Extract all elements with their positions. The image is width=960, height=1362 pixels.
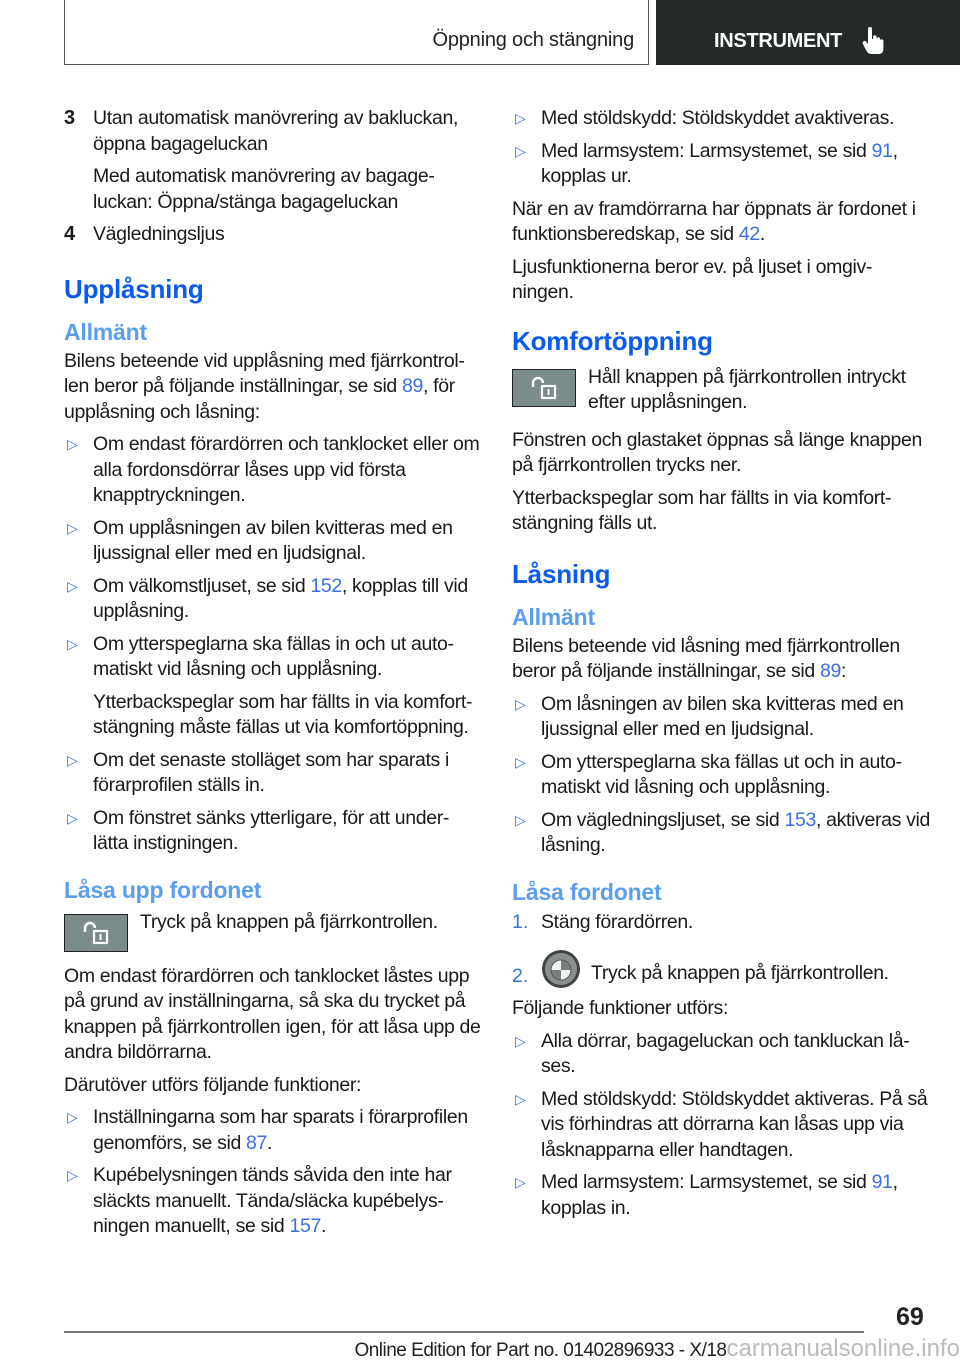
text: . [759, 223, 765, 245]
text: , aktiveras vid låsning. [541, 808, 930, 856]
bullet-text: Med stöldskydd: Stöldskyddet aktiveras. På så vis förhindras att dörrarna kan låsas upp via låsknapparna eller handtagen. [541, 1087, 928, 1161]
text: Bilens beteende vid upplåsning med fjärrkontrol-len beror på följande inställningar, se sid [64, 349, 465, 397]
legend-text: Utan automatisk manövrering av bakluckan, öppna bagageluckan [93, 107, 459, 155]
text: Tryck på knappen på fjärrkontrollen. [591, 962, 889, 984]
heading-lasa-upp-fordonet: Låsa upp fordonet [64, 876, 262, 903]
triangle-bullet-icon: ▷ [515, 753, 526, 770]
bullet-item [64, 516, 484, 567]
triangle-bullet-icon: ▷ [67, 1167, 78, 1183]
intro-paragraph [64, 349, 484, 426]
section-title: Öppning och stängning [432, 29, 634, 51]
step-2 [512, 949, 932, 989]
text: Bilens beteende vid låsning med fjärrkontrollen beror på följande inställningar, se sid [512, 634, 900, 682]
key-instruction [512, 365, 932, 416]
bmw-lock-button-icon [541, 949, 581, 989]
text: När en av framdörrarna har öppnats är fordonet i funktionsberedskap, se sid [512, 197, 916, 245]
triangle-bullet-icon: ▷ [67, 519, 78, 536]
text: Om välkomstljuset, se sid [93, 574, 311, 597]
bullet-item [64, 806, 484, 857]
bullet-text [93, 632, 484, 741]
bullet-item [512, 139, 932, 190]
paragraph: Följande funktioner utförs: [512, 997, 729, 1019]
text: : [840, 660, 847, 682]
bullet-text [541, 139, 932, 190]
step-number: 1. [512, 910, 529, 933]
unlock-key-button [512, 369, 576, 407]
triangle-bullet-icon: ▷ [515, 1032, 526, 1049]
text: , för upplåsning och låsning: [64, 375, 455, 423]
unlock-key-button [64, 914, 128, 952]
page-number: 69 [896, 1303, 924, 1331]
bullet-item [512, 692, 932, 743]
left-column [64, 106, 484, 1247]
text: , kopplas till vid upplåsning. [93, 574, 468, 622]
page-link-153[interactable]: 153 [784, 808, 816, 831]
bullet-subtext: Ytterbackspeglar som har fällts in via komfort-stängning måste fällas ut via komfortöppning. [93, 690, 473, 738]
bullet-text: Med stöldskydd: Stöldskyddet avaktiveras. [541, 107, 895, 129]
bullet-item [512, 1087, 932, 1164]
bullet-item [512, 808, 932, 859]
paragraph: Ljusfunktionerna beror ev. på ljuset i omgiv-ningen. [512, 255, 872, 303]
bullet-item [64, 432, 484, 509]
bullet-item [64, 574, 484, 625]
bullet-item [512, 750, 932, 801]
triangle-bullet-icon: ▷ [515, 811, 526, 828]
key-instruction [64, 910, 484, 952]
legend-item-4 [64, 222, 484, 248]
text: Kupébelysningen tänds såvida den inte har släckts manuellt. Tända/släcka kupébelys-ningen manuellt, se sid [93, 1164, 452, 1237]
heading-allmant: Allmänt [512, 603, 595, 630]
unlock-icon [81, 920, 111, 946]
page-link-91[interactable]: 91 [871, 1171, 893, 1193]
watermark: carmanualsonline.info [726, 1335, 960, 1362]
bullet-item [512, 106, 932, 132]
section-tab [64, 0, 649, 65]
bullet-text [93, 1105, 484, 1156]
triangle-bullet-icon: ▷ [67, 436, 78, 452]
triangle-bullet-icon: ▷ [515, 110, 526, 126]
bullet-text: Om det senaste stolläget som har sparats i förarprofilen ställs in. [93, 748, 449, 796]
step-number: 2. [512, 964, 529, 987]
triangle-bullet-icon: ▷ [67, 751, 78, 768]
text: . [267, 1131, 273, 1154]
bullet-text [541, 808, 932, 859]
paragraph: Ytterbackspeglar som har fällts in via komfort-stängning fälls ut. [512, 486, 892, 534]
hand-pointer-icon [862, 27, 884, 55]
bullet-item [64, 748, 484, 799]
bullet-item [64, 632, 484, 741]
edition-text: Online Edition for Part no. 01402896933 - X/18 [354, 1340, 727, 1361]
page-link-152[interactable]: 152 [310, 574, 342, 597]
footer [64, 1335, 960, 1362]
bullet-text: Om låsningen av bilen ska kvitteras med en ljussignal eller med en ljudsignal. [541, 692, 904, 740]
legend-number: 4 [64, 223, 75, 245]
bullet-text: Alla dörrar, bagageluckan och tankluckan lå-ses. [541, 1029, 910, 1077]
legend-item-3 [64, 106, 484, 215]
triangle-bullet-icon: ▷ [67, 577, 78, 594]
paragraph: Därutöver utförs följande funktioner: [64, 1073, 362, 1096]
heading-allmant: Allmänt [64, 318, 147, 345]
paragraph: Om endast förardörren och tanklocket låstes upp på grund av inställningarna, så ska du trycket på knappen på fjärrkontrollen igen, för att låsa upp de andra bildörrarna. [64, 964, 481, 1063]
legend-text: Vägledningsljus [93, 223, 225, 245]
bullet-item [512, 1029, 932, 1080]
triangle-bullet-icon: ▷ [67, 809, 78, 826]
text: Inställningarna som har sparats i förarprofilen genomförs, se sid [93, 1106, 468, 1154]
heading-komfortoppning: Komfortöppning [512, 325, 713, 356]
page-link-157[interactable]: 157 [289, 1215, 321, 1237]
page-link-91[interactable]: 91 [871, 139, 893, 162]
triangle-bullet-icon: ▷ [515, 142, 526, 159]
paragraph: Fönstren och glastaket öppnas så länge knappen på fjärrkontrollen trycks ner. [512, 428, 922, 476]
key-instruction-text: Håll knappen på fjärrkontrollen intryckt efter upplåsningen. [588, 365, 906, 413]
page-link-42[interactable]: 42 [738, 223, 760, 245]
chapter-tab [656, 0, 960, 65]
bullet-item [512, 1170, 932, 1221]
intro-paragraph [512, 634, 932, 685]
triangle-bullet-icon: ▷ [515, 1174, 526, 1190]
text: Med larmsystem: Larmsystemet, se sid [541, 1171, 872, 1193]
bullet-text: Om ytterspeglarna ska fällas ut och in auto-matiskt vid låsning och upplåsning. [541, 750, 902, 798]
unlock-icon [529, 375, 559, 401]
legend-subtext: Med automatisk manövrering av bagage-luckan: Öppna/stänga bagageluckan [93, 165, 435, 213]
step-text: Stäng förardörren. [541, 910, 693, 933]
right-column [512, 106, 932, 1228]
text: . [320, 1215, 327, 1237]
footer-divider [64, 1331, 864, 1333]
bullet-text: Om upplåsningen av bilen kvitteras med en ljussignal eller med en ljudsignal. [93, 516, 453, 564]
triangle-bullet-icon: ▷ [67, 1109, 78, 1125]
step-1 [512, 910, 932, 936]
key-instruction-text: Tryck på knappen på fjärrkontrollen. [140, 910, 438, 933]
chapter-title: INSTRUMENT [714, 30, 843, 52]
triangle-bullet-icon: ▷ [515, 695, 526, 712]
bullet-item [64, 1105, 484, 1156]
paragraph [512, 197, 932, 248]
text: Med larmsystem: Larmsystemet, se sid [541, 139, 872, 162]
text: Om ytterspeglarna ska fällas in och ut auto-matiskt vid låsning och upplåsning. [93, 632, 454, 680]
triangle-bullet-icon: ▷ [67, 635, 78, 652]
page-link-89[interactable]: 89 [819, 660, 841, 682]
text: , kopplas in. [541, 1171, 898, 1219]
legend-number: 3 [64, 107, 75, 129]
heading-lasning: Låsning [512, 558, 611, 589]
heading-lasa-fordonet: Låsa fordonet [512, 878, 662, 905]
bullet-text: Om endast förardörren och tanklocket eller om alla fordonsdörrar låses upp vid första knapptryckningen. [93, 433, 480, 506]
page-link-87[interactable]: 87 [246, 1131, 268, 1154]
triangle-bullet-icon: ▷ [515, 1090, 526, 1107]
step-text [541, 949, 932, 989]
bullet-text: Om fönstret sänks ytterligare, för att under-lätta instigningen. [93, 806, 449, 854]
bullet-text [541, 1170, 932, 1221]
bullet-text [93, 574, 484, 625]
bullet-text [93, 1163, 484, 1240]
heading-upplasning: Upplåsning [64, 273, 204, 304]
text: Om vägledningsljuset, se sid [541, 808, 785, 831]
page-link-89[interactable]: 89 [402, 375, 423, 397]
bullet-item [64, 1163, 484, 1240]
text: , kopplas ur. [541, 139, 898, 187]
